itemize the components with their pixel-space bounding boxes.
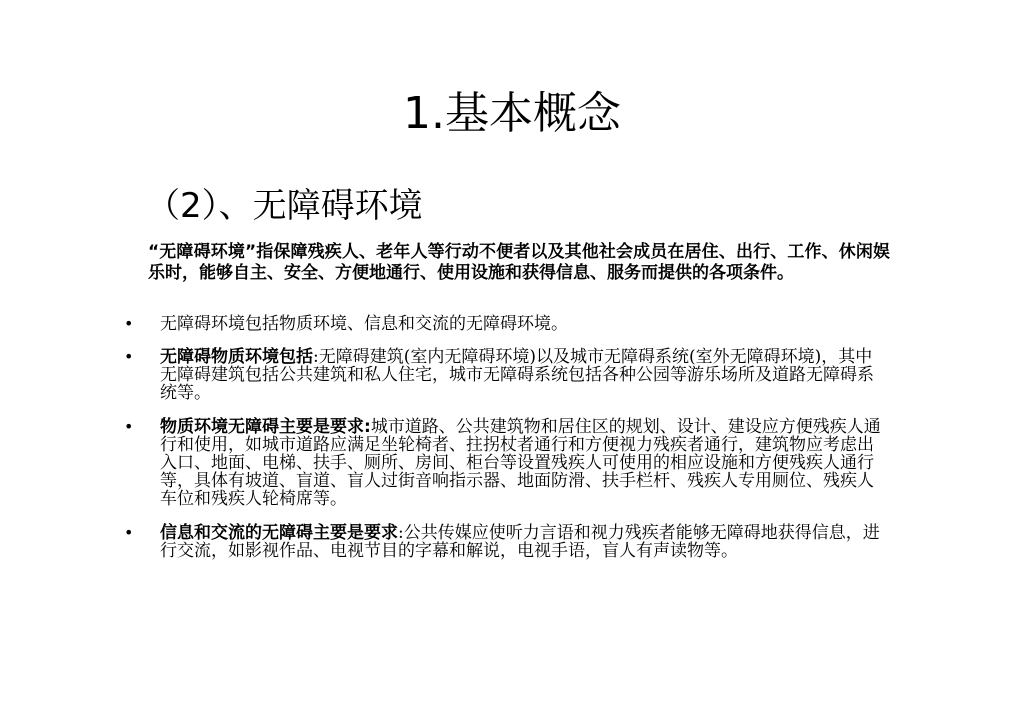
bullet-text: :无障碍建筑(室内无障碍环境)以及城市无障碍系统(室外无障碍环境)，其中无障碍建筑包括公共建筑和私人住宅，城市无障碍系统包括各种公园等游乐场所及道路无障碍系统等。 (160, 347, 874, 403)
bullet-item (0, 348, 888, 402)
bullet-dot-icon: • (124, 347, 134, 366)
bullet-text: 城市道路、公共建筑物和居住区的规划、设计、建设应方便残疾人通行和使用，如城市道路应满足坐轮椅者、拄拐杖者通行和方便视力残疾者通行，建筑物应考虑出入口、地面、电梯、扶手、厕所、房间、柜台等设置残疾人可使用的相应设施和方便残疾人通行等，具体有坡道、盲道、盲人过街音响指示器、地面防滑、扶手栏杆、残疾人专用厕位、残疾人车位和残疾人轮椅席等。 (160, 417, 881, 509)
slide-title: 1.基本概念 (403, 88, 621, 139)
bullet-dot-icon: • (124, 314, 134, 333)
bullet-dot-icon: • (124, 417, 134, 436)
bullet-dot-icon: • (124, 523, 134, 542)
bullet-text: 无障碍环境包括物质环境、信息和交流的无障碍环境。 (160, 314, 568, 334)
bullet-item (0, 524, 888, 560)
bullet-lead: 无障碍物质环境包括 (160, 347, 313, 367)
bullet-text: :公共传媒应使听力言语和视力残疾者能够无障碍地获得信息，进行交流，如影视作品、电视节目的字幕和解说，电视手语，盲人有声读物等。 (160, 523, 880, 561)
bullet-list (0, 315, 1024, 576)
bullet-item (0, 418, 888, 508)
bullet-lead: 物质环境无障碍主要是要求: (160, 417, 371, 437)
bullet-item (0, 315, 888, 333)
intro-paragraph: “无障碍环境”指保障残疾人、老年人等行动不便者以及其他社会成员在居住、出行、工作、休闲娱乐时，能够自主、安全、方便地通行、使用设施和获得信息、服务而提供的各项条件。 (148, 242, 890, 283)
section-subtitle: （2）、无障碍环境 (146, 186, 423, 226)
bullet-lead: 信息和交流的无障碍主要是要求 (160, 523, 398, 543)
